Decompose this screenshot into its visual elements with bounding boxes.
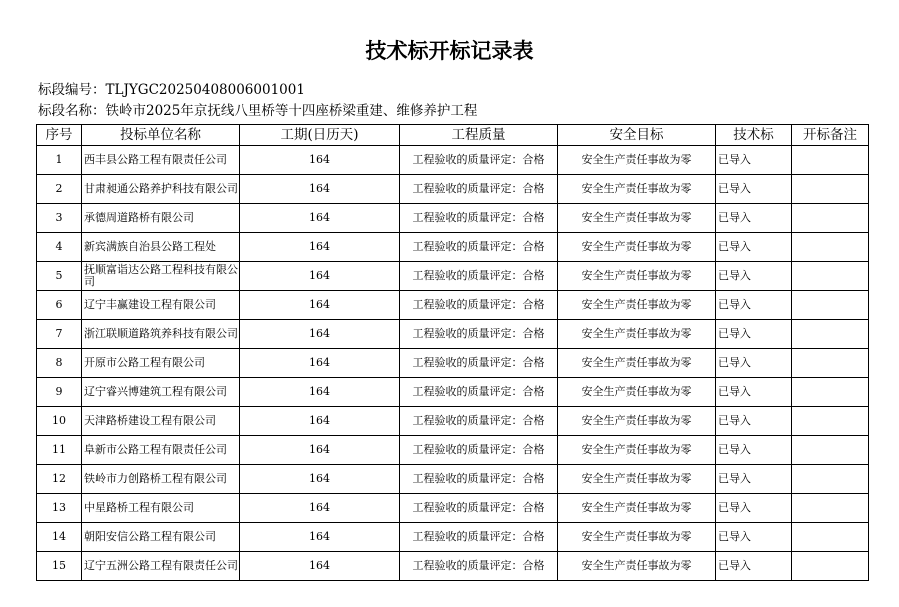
cell-bidder-name: 抚顺富诣达公路工程科技有限公司	[82, 262, 240, 291]
table-row	[37, 233, 869, 262]
cell-safety: 安全生产责任事故为零	[558, 291, 716, 320]
cell-bidder-name: 辽宁丰赢建设工程有限公司	[82, 291, 240, 320]
cell-quality: 工程验收的质量评定：合格	[400, 291, 558, 320]
cell-index: 8	[37, 349, 82, 378]
cell-period: 164	[240, 523, 400, 552]
cell-index: 15	[37, 552, 82, 581]
cell-remarks	[792, 349, 869, 378]
cell-bidder-name: 辽宁睿兴博建筑工程有限公司	[82, 378, 240, 407]
cell-index: 7	[37, 320, 82, 349]
cell-quality: 工程验收的质量评定：合格	[400, 349, 558, 378]
cell-bidder-name: 阜新市公路工程有限责任公司	[82, 436, 240, 465]
cell-safety: 安全生产责任事故为零	[558, 175, 716, 204]
cell-safety: 安全生产责任事故为零	[558, 146, 716, 175]
cell-bidder-name: 中星路桥工程有限公司	[82, 494, 240, 523]
cell-safety: 安全生产责任事故为零	[558, 436, 716, 465]
cell-tech-bid: 已导入	[716, 320, 792, 349]
table-header-row	[37, 125, 869, 146]
table-row	[37, 407, 869, 436]
cell-tech-bid: 已导入	[716, 291, 792, 320]
cell-remarks	[792, 146, 869, 175]
cell-safety: 安全生产责任事故为零	[558, 407, 716, 436]
cell-index: 10	[37, 407, 82, 436]
cell-bidder-name: 辽宁五洲公路工程有限责任公司	[82, 552, 240, 581]
cell-safety: 安全生产责任事故为零	[558, 349, 716, 378]
cell-safety: 安全生产责任事故为零	[558, 378, 716, 407]
cell-tech-bid: 已导入	[716, 175, 792, 204]
cell-quality: 工程验收的质量评定：合格	[400, 175, 558, 204]
cell-quality: 工程验收的质量评定：合格	[400, 436, 558, 465]
cell-index: 14	[37, 523, 82, 552]
section-name: 标段名称：铁岭市2025年京抚线八里桥等十四座桥梁重建、维修养护工程	[38, 103, 478, 119]
cell-remarks	[792, 233, 869, 262]
cell-quality: 工程验收的质量评定：合格	[400, 262, 558, 291]
cell-remarks	[792, 320, 869, 349]
cell-safety: 安全生产责任事故为零	[558, 320, 716, 349]
cell-safety: 安全生产责任事故为零	[558, 204, 716, 233]
cell-index: 13	[37, 494, 82, 523]
cell-bidder-name: 天津路桥建设工程有限公司	[82, 407, 240, 436]
cell-tech-bid: 已导入	[716, 233, 792, 262]
cell-tech-bid: 已导入	[716, 523, 792, 552]
cell-period: 164	[240, 407, 400, 436]
cell-remarks	[792, 262, 869, 291]
cell-bidder-name: 甘肃昶通公路养护科技有限公司	[82, 175, 240, 204]
cell-quality: 工程验收的质量评定：合格	[400, 204, 558, 233]
cell-period: 164	[240, 436, 400, 465]
page-title: 技术标开标记录表	[365, 39, 534, 63]
table-row	[37, 552, 869, 581]
bid-opening-table	[36, 124, 869, 581]
table-body	[37, 146, 869, 581]
table-row	[37, 523, 869, 552]
cell-tech-bid: 已导入	[716, 204, 792, 233]
cell-index: 6	[37, 291, 82, 320]
header-index: 序号	[37, 125, 82, 146]
cell-tech-bid: 已导入	[716, 494, 792, 523]
cell-period: 164	[240, 262, 400, 291]
cell-tech-bid: 已导入	[716, 262, 792, 291]
cell-tech-bid: 已导入	[716, 436, 792, 465]
cell-period: 164	[240, 204, 400, 233]
header-quality: 工程质量	[400, 125, 558, 146]
cell-index: 1	[37, 146, 82, 175]
cell-quality: 工程验收的质量评定：合格	[400, 523, 558, 552]
cell-bidder-name: 铁岭市力创路桥工程有限公司	[82, 465, 240, 494]
table-row	[37, 349, 869, 378]
cell-period: 164	[240, 349, 400, 378]
header-safety: 安全目标	[558, 125, 716, 146]
cell-tech-bid: 已导入	[716, 552, 792, 581]
table-row	[37, 494, 869, 523]
cell-tech-bid: 已导入	[716, 407, 792, 436]
cell-safety: 安全生产责任事故为零	[558, 465, 716, 494]
cell-bidder-name: 西丰县公路工程有限责任公司	[82, 146, 240, 175]
cell-quality: 工程验收的质量评定：合格	[400, 378, 558, 407]
cell-remarks	[792, 407, 869, 436]
cell-index: 11	[37, 436, 82, 465]
table-row	[37, 320, 869, 349]
cell-quality: 工程验收的质量评定：合格	[400, 233, 558, 262]
cell-bidder-name: 承德周道路桥有限公司	[82, 204, 240, 233]
cell-tech-bid: 已导入	[716, 465, 792, 494]
cell-remarks	[792, 175, 869, 204]
cell-safety: 安全生产责任事故为零	[558, 552, 716, 581]
cell-period: 164	[240, 378, 400, 407]
table-row	[37, 436, 869, 465]
cell-period: 164	[240, 494, 400, 523]
cell-tech-bid: 已导入	[716, 349, 792, 378]
cell-period: 164	[240, 465, 400, 494]
cell-index: 3	[37, 204, 82, 233]
header-remarks: 开标备注	[792, 125, 869, 146]
table-row	[37, 146, 869, 175]
cell-index: 5	[37, 262, 82, 291]
cell-quality: 工程验收的质量评定：合格	[400, 146, 558, 175]
cell-period: 164	[240, 320, 400, 349]
cell-bidder-name: 开原市公路工程有限公司	[82, 349, 240, 378]
cell-quality: 工程验收的质量评定：合格	[400, 552, 558, 581]
cell-tech-bid: 已导入	[716, 378, 792, 407]
table-row	[37, 262, 869, 291]
cell-period: 164	[240, 291, 400, 320]
cell-index: 12	[37, 465, 82, 494]
cell-period: 164	[240, 233, 400, 262]
cell-quality: 工程验收的质量评定：合格	[400, 494, 558, 523]
cell-bidder-name: 浙江联顺道路筑养科技有限公司	[82, 320, 240, 349]
cell-period: 164	[240, 175, 400, 204]
cell-remarks	[792, 291, 869, 320]
header-bidder-name: 投标单位名称	[82, 125, 240, 146]
header-period: 工期(日历天)	[240, 125, 400, 146]
cell-remarks	[792, 378, 869, 407]
cell-index: 9	[37, 378, 82, 407]
cell-remarks	[792, 204, 869, 233]
cell-index: 2	[37, 175, 82, 204]
cell-tech-bid: 已导入	[716, 146, 792, 175]
cell-safety: 安全生产责任事故为零	[558, 523, 716, 552]
cell-quality: 工程验收的质量评定：合格	[400, 465, 558, 494]
cell-period: 164	[240, 552, 400, 581]
table-row	[37, 465, 869, 494]
cell-bidder-name: 新宾满族自治县公路工程处	[82, 233, 240, 262]
table-row	[37, 291, 869, 320]
cell-remarks	[792, 436, 869, 465]
header-tech-bid: 技术标	[716, 125, 792, 146]
cell-remarks	[792, 465, 869, 494]
table-row	[37, 204, 869, 233]
cell-safety: 安全生产责任事故为零	[558, 233, 716, 262]
cell-quality: 工程验收的质量评定：合格	[400, 407, 558, 436]
cell-quality: 工程验收的质量评定：合格	[400, 320, 558, 349]
table-row	[37, 378, 869, 407]
cell-bidder-name: 朝阳安信公路工程有限公司	[82, 523, 240, 552]
cell-remarks	[792, 523, 869, 552]
table-row	[37, 175, 869, 204]
cell-safety: 安全生产责任事故为零	[558, 494, 716, 523]
cell-safety: 安全生产责任事故为零	[558, 262, 716, 291]
section-number: 标段编号：TLJYGC20250408006001001	[38, 82, 305, 98]
cell-remarks	[792, 494, 869, 523]
cell-remarks	[792, 552, 869, 581]
cell-index: 4	[37, 233, 82, 262]
cell-period: 164	[240, 146, 400, 175]
